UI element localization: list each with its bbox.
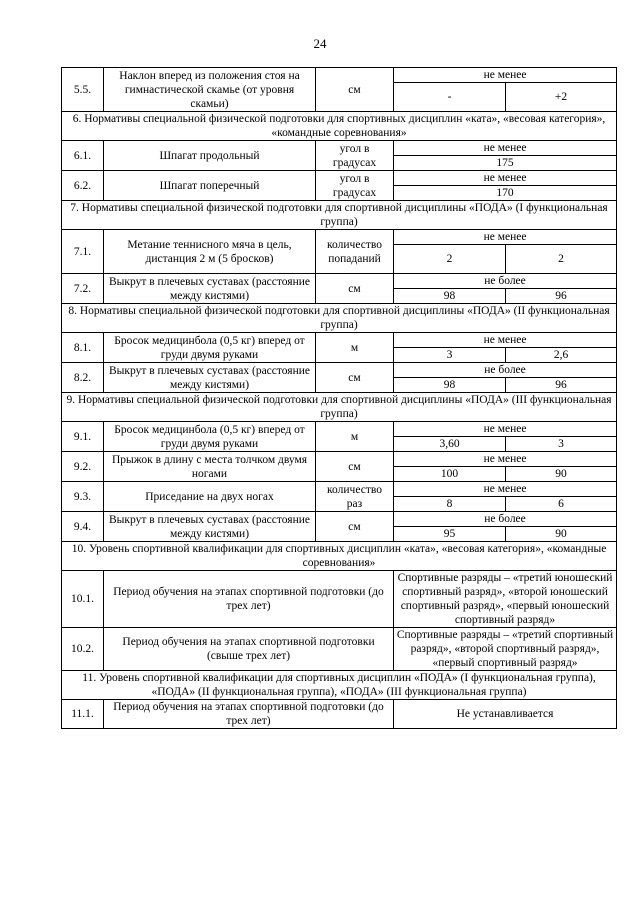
row-number: 9.4. — [62, 512, 104, 542]
unit: см — [316, 274, 394, 304]
exercise-name: Бросок медицинбола (0,5 кг) вперед от груди двумя руками — [104, 333, 316, 363]
page-number: 24 — [313, 36, 327, 51]
exercise-name: Приседание на двух ногах — [104, 482, 316, 512]
value-2: 2 — [506, 245, 617, 274]
unit: см — [316, 363, 394, 393]
exercise-name: Шпагат продольный — [104, 141, 316, 171]
table-row — [62, 571, 617, 628]
section-header — [62, 112, 617, 141]
section-title: 9. Нормативы специальной физической подготовки для спортивной дисциплины «ПОДА» (III функциональная группа) — [62, 393, 617, 422]
norms-table — [61, 67, 617, 729]
value: 170 — [394, 186, 617, 201]
value-2: +2 — [506, 83, 617, 112]
exercise-name: Выкрут в плечевых суставах (расстояние между кистями) — [104, 512, 316, 542]
unit: количество раз — [316, 482, 394, 512]
condition: не менее — [394, 68, 617, 83]
row-number: 10.1. — [62, 571, 104, 628]
table-row — [62, 333, 617, 348]
table-row — [62, 230, 617, 245]
exercise-name: Выкрут в плечевых суставах (расстояние между кистями) — [104, 363, 316, 393]
table-row — [62, 363, 617, 378]
section-header — [62, 201, 617, 230]
value-2: 90 — [506, 467, 617, 482]
table-row — [62, 274, 617, 289]
condition: не менее — [394, 230, 617, 245]
condition: не менее — [394, 141, 617, 156]
table-row — [62, 422, 617, 437]
row-number: 8.1. — [62, 333, 104, 363]
value: 175 — [394, 156, 617, 171]
row-number: 9.1. — [62, 422, 104, 452]
unit: м — [316, 422, 394, 452]
unit: см — [316, 452, 394, 482]
section-title: 8. Нормативы специальной физической подготовки для спортивной дисциплины «ПОДА» (II функциональная группа) — [62, 304, 617, 333]
value-2: 6 — [506, 497, 617, 512]
table-row — [62, 628, 617, 671]
condition: не менее — [394, 171, 617, 186]
unit: см — [316, 68, 394, 112]
section-header — [62, 304, 617, 333]
row-number: 7.1. — [62, 230, 104, 274]
value-1: 100 — [394, 467, 506, 482]
condition: не более — [394, 274, 617, 289]
condition: не менее — [394, 482, 617, 497]
exercise-name: Метание теннисного мяча в цель, дистанция 2 м (5 бросков) — [104, 230, 316, 274]
section-title: 11. Уровень спортивной квалификации для спортивных дисциплин «ПОДА» (I функциональная группа), «ПОДА» (II функциональная группа), «ПОДА» (III функциональная группа) — [62, 671, 617, 700]
row-number: 9.2. — [62, 452, 104, 482]
row-number: 11.1. — [62, 700, 104, 729]
unit: угол в градусах — [316, 141, 394, 171]
period-name: Период обучения на этапах спортивной подготовки (до трех лет) — [104, 571, 394, 628]
table-row — [62, 482, 617, 497]
value-1: 3,60 — [394, 437, 506, 452]
section-title: 10. Уровень спортивной квалификации для спортивных дисциплин «ката», «весовая категория», «командные соревнования» — [62, 542, 617, 571]
table-row — [62, 452, 617, 467]
value-1: - — [394, 83, 506, 112]
condition: не более — [394, 363, 617, 378]
requirement: Спортивные разряды – «третий юношеский спортивный разряд», «второй юношеский спортивный разряд», «первый юношеский спортивный разряд» — [394, 571, 617, 628]
requirement: Спортивные разряды – «третий спортивный разряд», «второй спортивный разряд», «первый спортивный разряд» — [394, 628, 617, 671]
section-title: 7. Нормативы специальной физической подготовки для спортивной дисциплины «ПОДА» (I функциональная группа) — [62, 201, 617, 230]
section-header — [62, 671, 617, 700]
condition: не менее — [394, 452, 617, 467]
unit: м — [316, 333, 394, 363]
section-title: 6. Нормативы специальной физической подготовки для спортивных дисциплин «ката», «весовая категория», «командные соревнования» — [62, 112, 617, 141]
row-number: 10.2. — [62, 628, 104, 671]
row-number: 5.5. — [62, 68, 104, 112]
row-number: 9.3. — [62, 482, 104, 512]
value-2: 90 — [506, 527, 617, 542]
row-number: 8.2. — [62, 363, 104, 393]
unit: угол в градусах — [316, 171, 394, 201]
value-2: 3 — [506, 437, 617, 452]
table-row — [62, 171, 617, 186]
value-2: 96 — [506, 378, 617, 393]
table-row — [62, 141, 617, 156]
exercise-name: Выкрут в плечевых суставах (расстояние между кистями) — [104, 274, 316, 304]
value-2: 2,6 — [506, 348, 617, 363]
value-1: 2 — [394, 245, 506, 274]
condition: не менее — [394, 422, 617, 437]
value-1: 98 — [394, 378, 506, 393]
condition: не менее — [394, 333, 617, 348]
period-name: Период обучения на этапах спортивной подготовки (свыше трех лет) — [104, 628, 394, 671]
section-header — [62, 393, 617, 422]
condition: не более — [394, 512, 617, 527]
table-row — [62, 68, 617, 83]
value-1: 95 — [394, 527, 506, 542]
table-row — [62, 700, 617, 729]
row-number: 7.2. — [62, 274, 104, 304]
exercise-name: Бросок медицинбола (0,5 кг) вперед от груди двумя руками — [104, 422, 316, 452]
table-row — [62, 512, 617, 527]
section-header — [62, 542, 617, 571]
exercise-name: Шпагат поперечный — [104, 171, 316, 201]
period-name: Период обучения на этапах спортивной подготовки (до трех лет) — [104, 700, 394, 729]
row-number: 6.2. — [62, 171, 104, 201]
exercise-name: Наклон вперед из положения стоя на гимнастической скамье (от уровня скамьи) — [104, 68, 316, 112]
value-2: 96 — [506, 289, 617, 304]
unit: см — [316, 512, 394, 542]
value-1: 8 — [394, 497, 506, 512]
requirement: Не устанавливается — [394, 700, 617, 729]
unit: количество попаданий — [316, 230, 394, 274]
value-1: 3 — [394, 348, 506, 363]
value-1: 98 — [394, 289, 506, 304]
exercise-name: Прыжок в длину с места толчком двумя ногами — [104, 452, 316, 482]
row-number: 6.1. — [62, 141, 104, 171]
